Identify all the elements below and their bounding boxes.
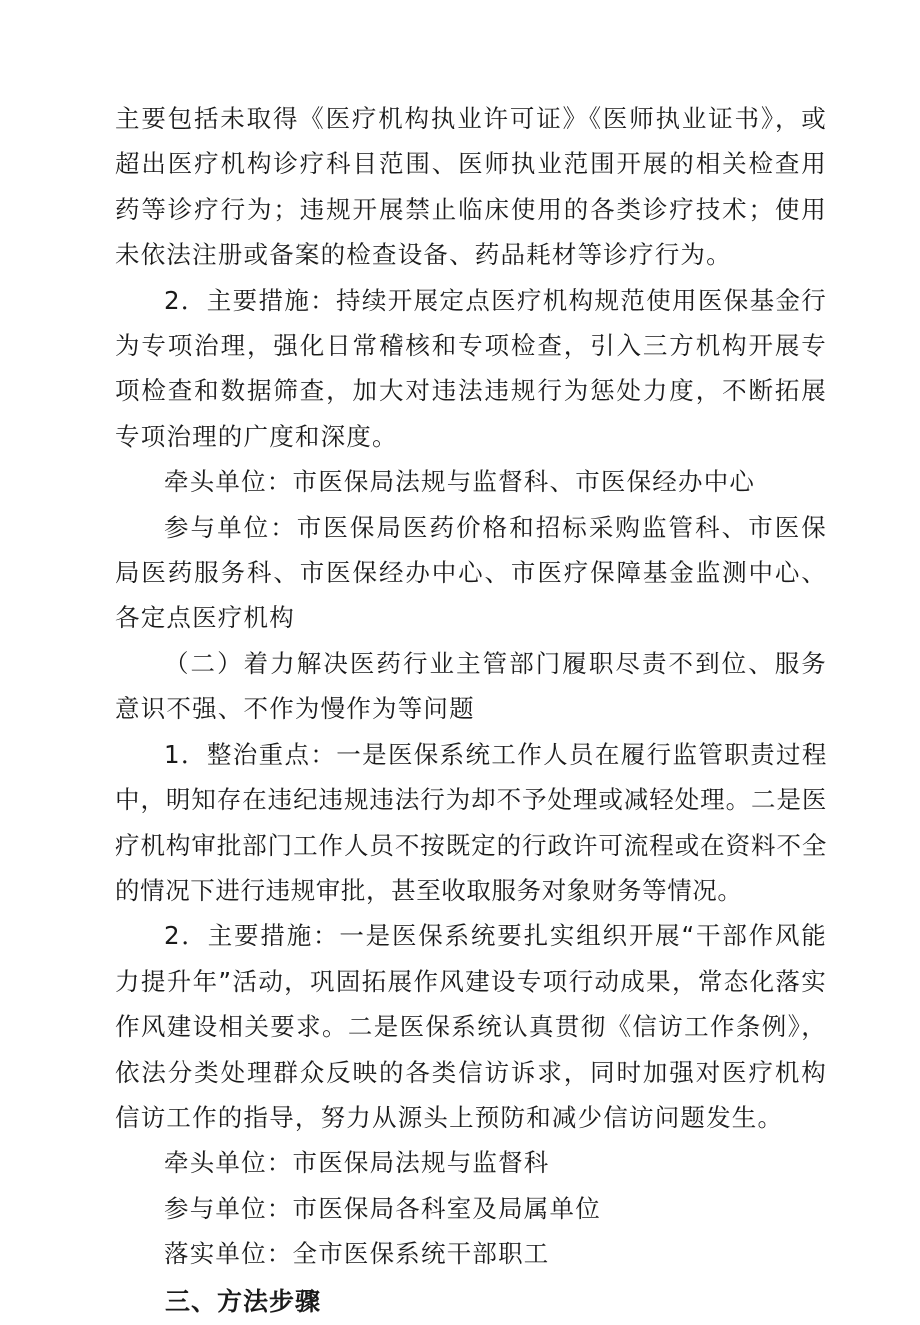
section-heading-methods-steps: 三、方法步骤	[165, 1286, 322, 1316]
document-body	[115, 96, 827, 1325]
paragraph-lead-unit-1: 牵头单位：市医保局法规与监督科、市医保经办中心	[164, 467, 756, 497]
paragraph-lead-unit-2: 牵头单位：市医保局法规与监督科	[164, 1148, 550, 1178]
paragraph-rectification-focus: 1．整治重点：一是医保系统工作人员在履行监管职责过程中，明知存在违纪违规违法行为却不予处理或减轻处理。二是医疗机构审批部门工作人员不按既定的行政许可流程或在资料不全的情况下进行违规审批，甚至收取服务对象财务等情况。	[115, 739, 827, 905]
paragraph-scope-description: 主要包括未取得《医疗机构执业许可证》《医师执业证书》，或超出医疗机构诊疗科目范围、医师执业范围开展的相关检查用药等诊疗行为；违规开展禁止临床使用的各类诊疗技术；使用未依法注册或备案的检查设备、药品耗材等诊疗行为。	[115, 104, 827, 270]
subsection-heading-2: （二）着力解决医药行业主管部门履职尽责不到位、服务意识不强、不作为慢作为等问题	[115, 648, 827, 724]
paragraph-participating-units-1: 参与单位：市医保局医药价格和招标采购监管科、市医保局医药服务科、市医保经办中心、市医疗保障基金监测中心、各定点医疗机构	[115, 512, 827, 633]
paragraph-implementing-units: 落实单位：全市医保系统干部职工	[164, 1239, 550, 1269]
paragraph-main-measures-2: 2．主要措施：一是医保系统要扎实组织开展“干部作风能力提升年”活动，巩固拓展作风建设专项行动成果，常态化落实作风建设相关要求。二是医保系统认真贯彻《信访工作条例》，依法分类处理群众反映的各类信访诉求，同时加强对医疗机构信访工作的指导，努力从源头上预防和减少信访问题发生。	[115, 921, 827, 1132]
paragraph-main-measures-1: 2．主要措施：持续开展定点医疗机构规范使用医保基金行为专项治理，强化日常稽核和专项检查，引入三方机构开展专项检查和数据筛查，加大对违法违规行为惩处力度，不断拓展专项治理的广度和深度。	[115, 285, 827, 451]
paragraph-participating-units-2: 参与单位：市医保局各科室及局属单位	[164, 1193, 601, 1223]
